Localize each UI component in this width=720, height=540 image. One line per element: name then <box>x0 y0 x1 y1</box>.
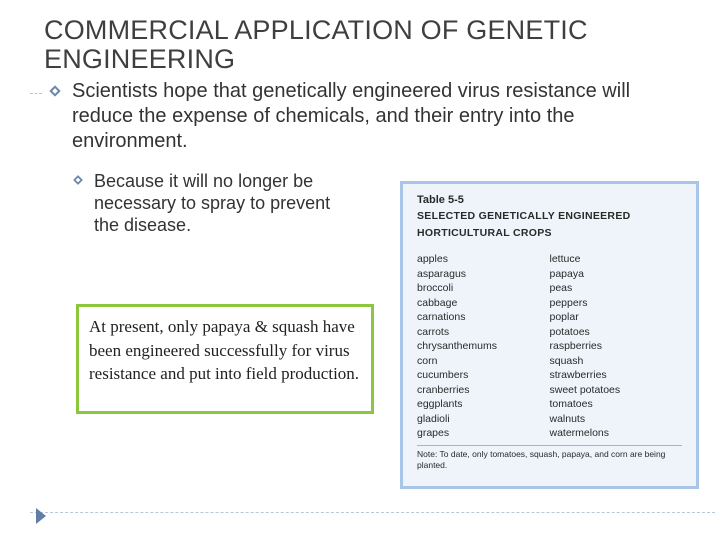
crop-item: carrots <box>417 325 450 338</box>
crop-item: watermelons <box>549 427 610 439</box>
diamond-bullet-icon <box>72 174 84 186</box>
table-right-column <box>550 252 683 441</box>
crop-item: broccoli <box>417 282 454 294</box>
crop-item: walnuts <box>549 412 586 425</box>
bullet-1 <box>48 79 688 154</box>
crop-item: peas <box>549 282 573 294</box>
table-number: Table 5-5 <box>417 194 464 206</box>
crop-item: eggplants <box>417 398 463 410</box>
crop-item: lettuce <box>549 253 581 265</box>
callout-box: At present, only papaya & squash have been engineered successfully for virus resistance and put into field production. <box>76 304 374 414</box>
bullet-2 <box>72 170 342 236</box>
diamond-bullet-icon <box>48 84 62 98</box>
crops-table <box>400 181 699 489</box>
slide-title: COMMERCIAL APPLICATION OF GENETIC ENGINEERING <box>44 15 588 74</box>
crop-item: cucumbers <box>417 369 469 381</box>
crop-item: tomatoes <box>549 398 593 410</box>
bullet-divider <box>30 93 42 94</box>
bullet-1-text: Scientists hope that genetically engineered virus resistance will reduce the expense of chemicals, and their entry into the environment. <box>72 80 631 152</box>
crop-item: squash <box>549 354 584 367</box>
crop-item: peppers <box>549 296 588 309</box>
crop-item: corn <box>417 354 438 367</box>
bullet-2-text: Because it will no longer be necessary to spray to prevent the disease. <box>94 171 331 235</box>
crop-item: apples <box>417 253 448 265</box>
table-columns <box>417 252 682 441</box>
crop-item: raspberries <box>549 340 603 352</box>
table-left-column <box>417 252 550 441</box>
table-title-line2: HORTICULTURAL CROPS <box>417 227 552 239</box>
crop-item: gladioli <box>417 412 450 425</box>
crop-item: sweet potatoes <box>549 383 621 396</box>
crop-item: carnations <box>417 311 466 323</box>
nav-arrow-icon[interactable] <box>36 508 46 524</box>
table-title-line1: SELECTED GENETICALLY ENGINEERED <box>417 210 631 222</box>
crop-item: cranberries <box>417 383 470 396</box>
crop-item: potatoes <box>549 325 590 338</box>
crop-item: cabbage <box>417 296 458 309</box>
crop-item: chrysanthemums <box>417 340 497 352</box>
footer-divider <box>30 512 715 513</box>
crop-item: papaya <box>549 267 584 280</box>
crop-item: grapes <box>417 427 450 439</box>
crop-item: strawberries <box>549 369 607 381</box>
table-note: Note: To date, only tomatoes, squash, papaya, and corn are being planted. <box>417 445 682 471</box>
crop-item: poplar <box>549 311 579 323</box>
crop-item: asparagus <box>417 267 467 280</box>
